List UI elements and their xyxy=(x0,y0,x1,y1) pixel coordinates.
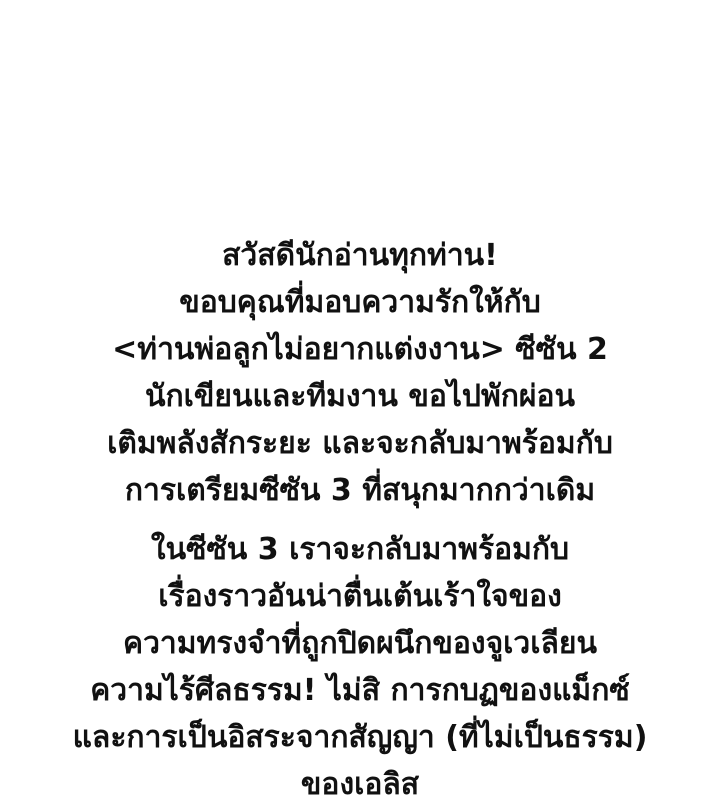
paragraph-spacer xyxy=(0,514,720,526)
notice-line: สวัสดีนักอ่านทุกท่าน! xyxy=(222,238,498,273)
notice-line: ความทรงจำที่ถูกปิดผนึกของจูเวเลียน xyxy=(123,626,597,661)
notice-line: เรื่องราวอันน่าตื่นเต้นเร้าใจของ xyxy=(158,579,562,614)
notice-line: นักเขียนและทีมงาน ขอไปพักผ่อน xyxy=(144,379,576,414)
notice-line: <ท่านพ่อลูกไม่อยากแต่งงาน> ซีซัน 2 xyxy=(112,332,608,367)
notice-line: และการเป็นอิสระจากสัญญา (ที่ไม่เป็นธรรม) xyxy=(72,720,648,755)
notice-text-block xyxy=(0,232,720,808)
notice-line: ขอบคุณที่มอบความรักให้กับ xyxy=(179,285,541,320)
notice-line: ความไร้ศีลธรรม! ไม่สิ การกบฏของแม็กซ์ xyxy=(90,673,630,708)
notice-line: เติมพลังสักระยะ และจะกลับมาพร้อมกับ xyxy=(107,426,613,461)
notice-line: ของเอลิส xyxy=(300,767,420,802)
notice-line: การเตรียมซีซัน 3 ที่สนุกมากกว่าเดิม xyxy=(124,473,596,508)
notice-line: ในซีซัน 3 เราจะกลับมาพร้อมกับ xyxy=(150,532,570,567)
